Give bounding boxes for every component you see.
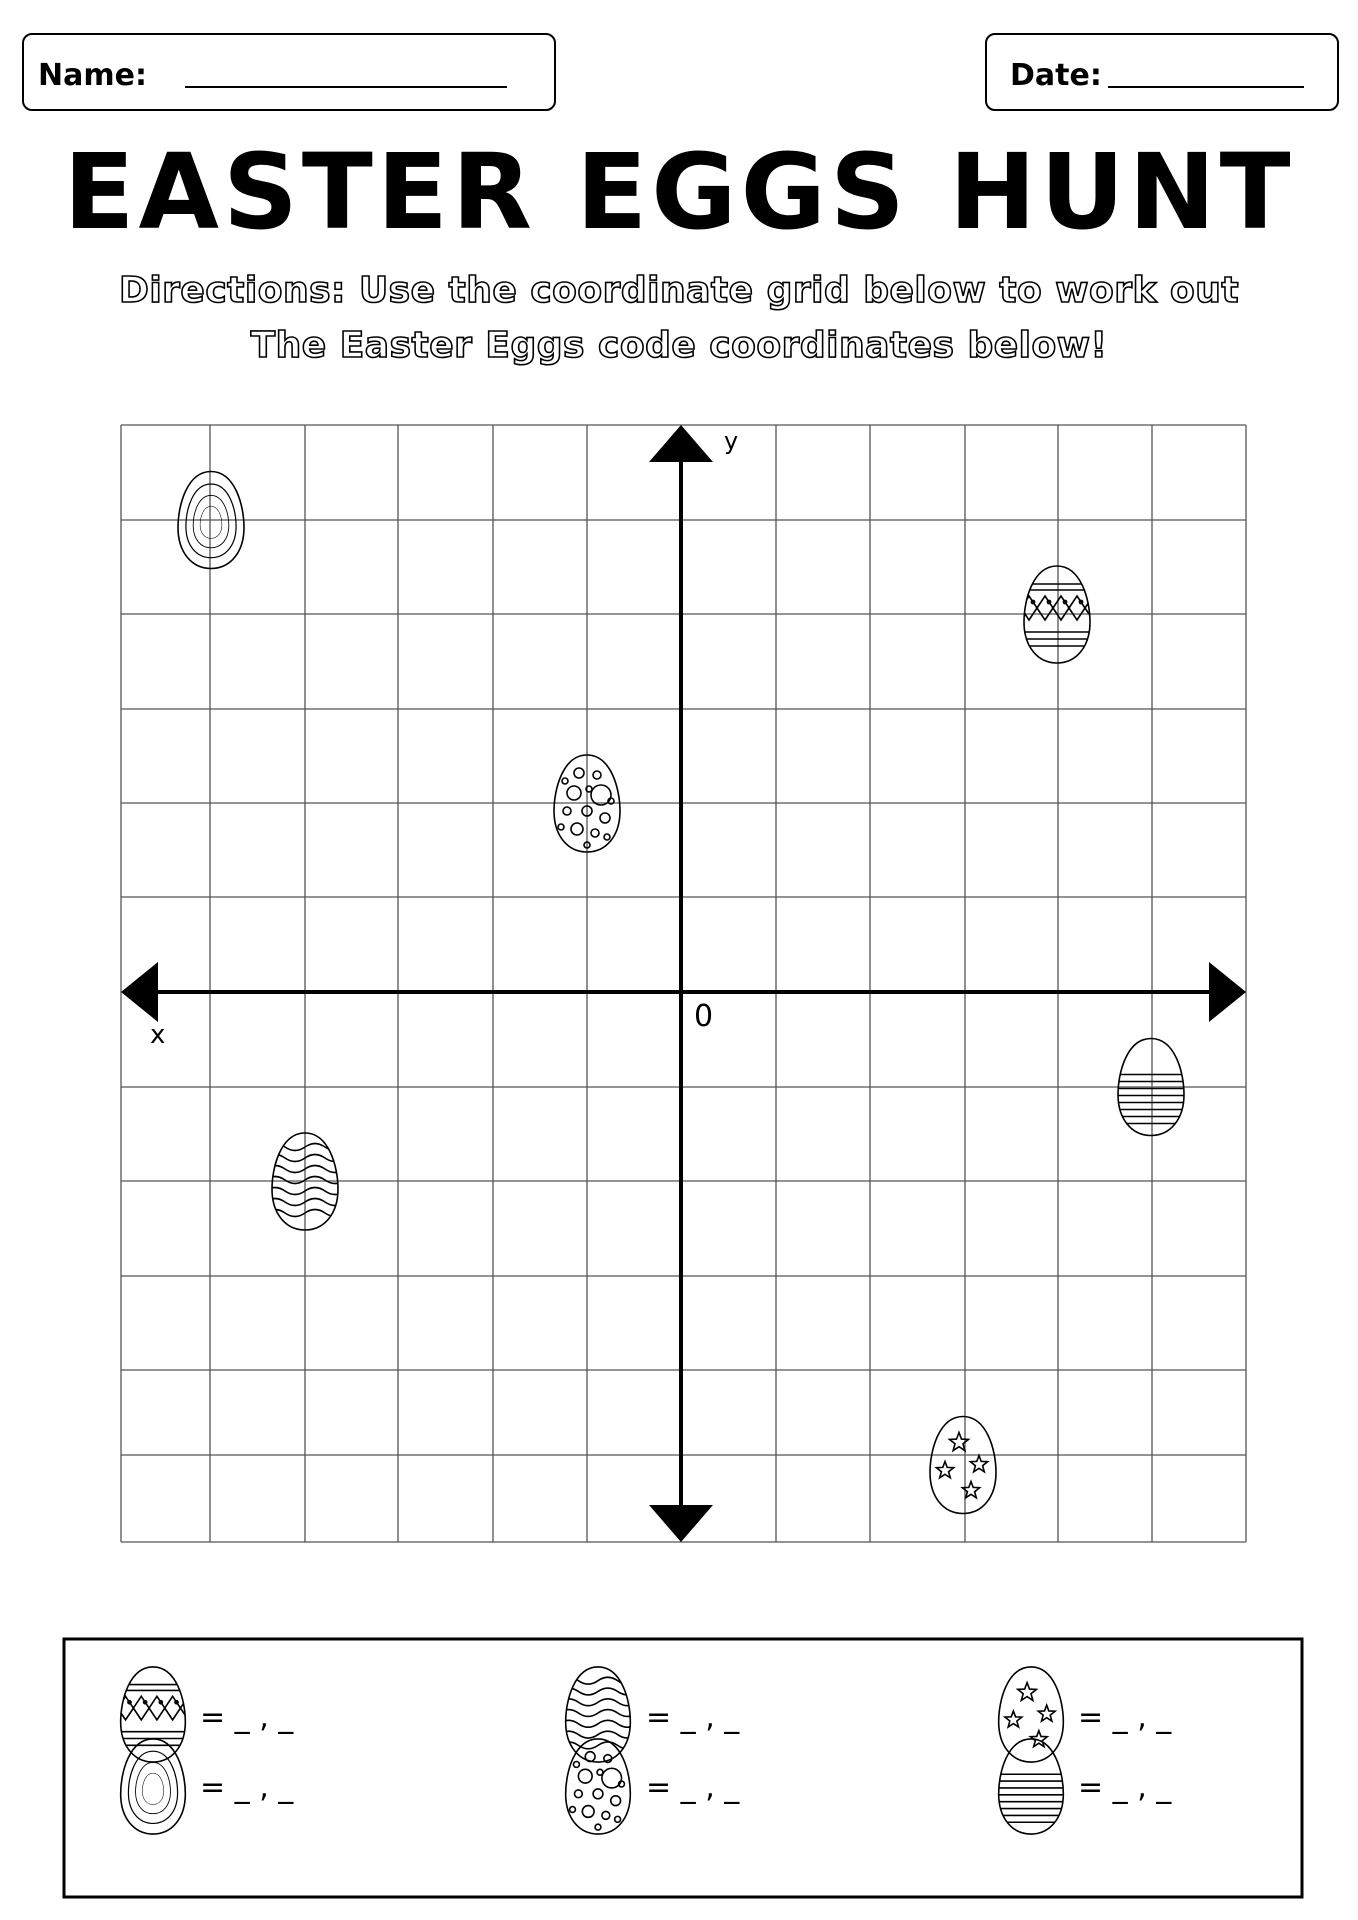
answer-key-blank[interactable]: = _ , _ <box>646 1770 740 1805</box>
answer-key-blank[interactable]: = _ , _ <box>1078 1700 1172 1735</box>
y-axis-arrow-down <box>649 1505 713 1542</box>
answer-key-blank[interactable]: = _ , _ <box>200 1700 294 1735</box>
answer-key-item-3 <box>1078 1700 1171 1735</box>
y-axis-label: y <box>724 427 739 455</box>
answer-key-box <box>64 1639 1302 1897</box>
grid-lines <box>121 425 1246 1542</box>
key-egg-stripes-icon <box>992 1739 1070 1834</box>
answer-key-blank[interactable]: = _ , _ <box>1078 1770 1172 1805</box>
answer-key-item-5 <box>646 1770 739 1805</box>
answer-key-item-6 <box>1078 1770 1171 1805</box>
date-label: Date: <box>1010 58 1102 93</box>
answer-key-blank[interactable]: = _ , _ <box>646 1700 740 1735</box>
x-axis-arrow-left <box>121 962 158 1022</box>
answer-key-item-4 <box>200 1770 293 1805</box>
x-axis-label: x <box>150 1020 166 1050</box>
page-title: EASTER EGGS HUNT <box>63 131 1295 253</box>
answer-key-item-1 <box>200 1700 293 1735</box>
key-egg-waves-icon <box>559 1667 637 1762</box>
egg-stars-icon <box>930 1417 996 1514</box>
origin-label: 0 <box>694 999 714 1034</box>
key-egg-zigzag-icon <box>114 1667 192 1762</box>
key-egg-rings-icon <box>121 1739 186 1834</box>
directions-line-2: The Easter Eggs code coordinates below! <box>250 325 1108 366</box>
x-axis-arrow-right <box>1209 962 1246 1022</box>
axes <box>121 425 1246 1542</box>
answer-key-item-2 <box>646 1700 739 1735</box>
key-egg-stars-icon <box>999 1667 1064 1762</box>
name-label: Name: <box>38 58 147 93</box>
key-egg-dots-icon <box>566 1739 631 1834</box>
answer-key-blank[interactable]: = _ , _ <box>200 1770 294 1805</box>
y-axis-arrow-up <box>649 425 713 462</box>
answer-key-eggs <box>114 1667 1070 1834</box>
directions-line-1: Directions: Use the coordinate grid below to work out <box>118 270 1240 311</box>
